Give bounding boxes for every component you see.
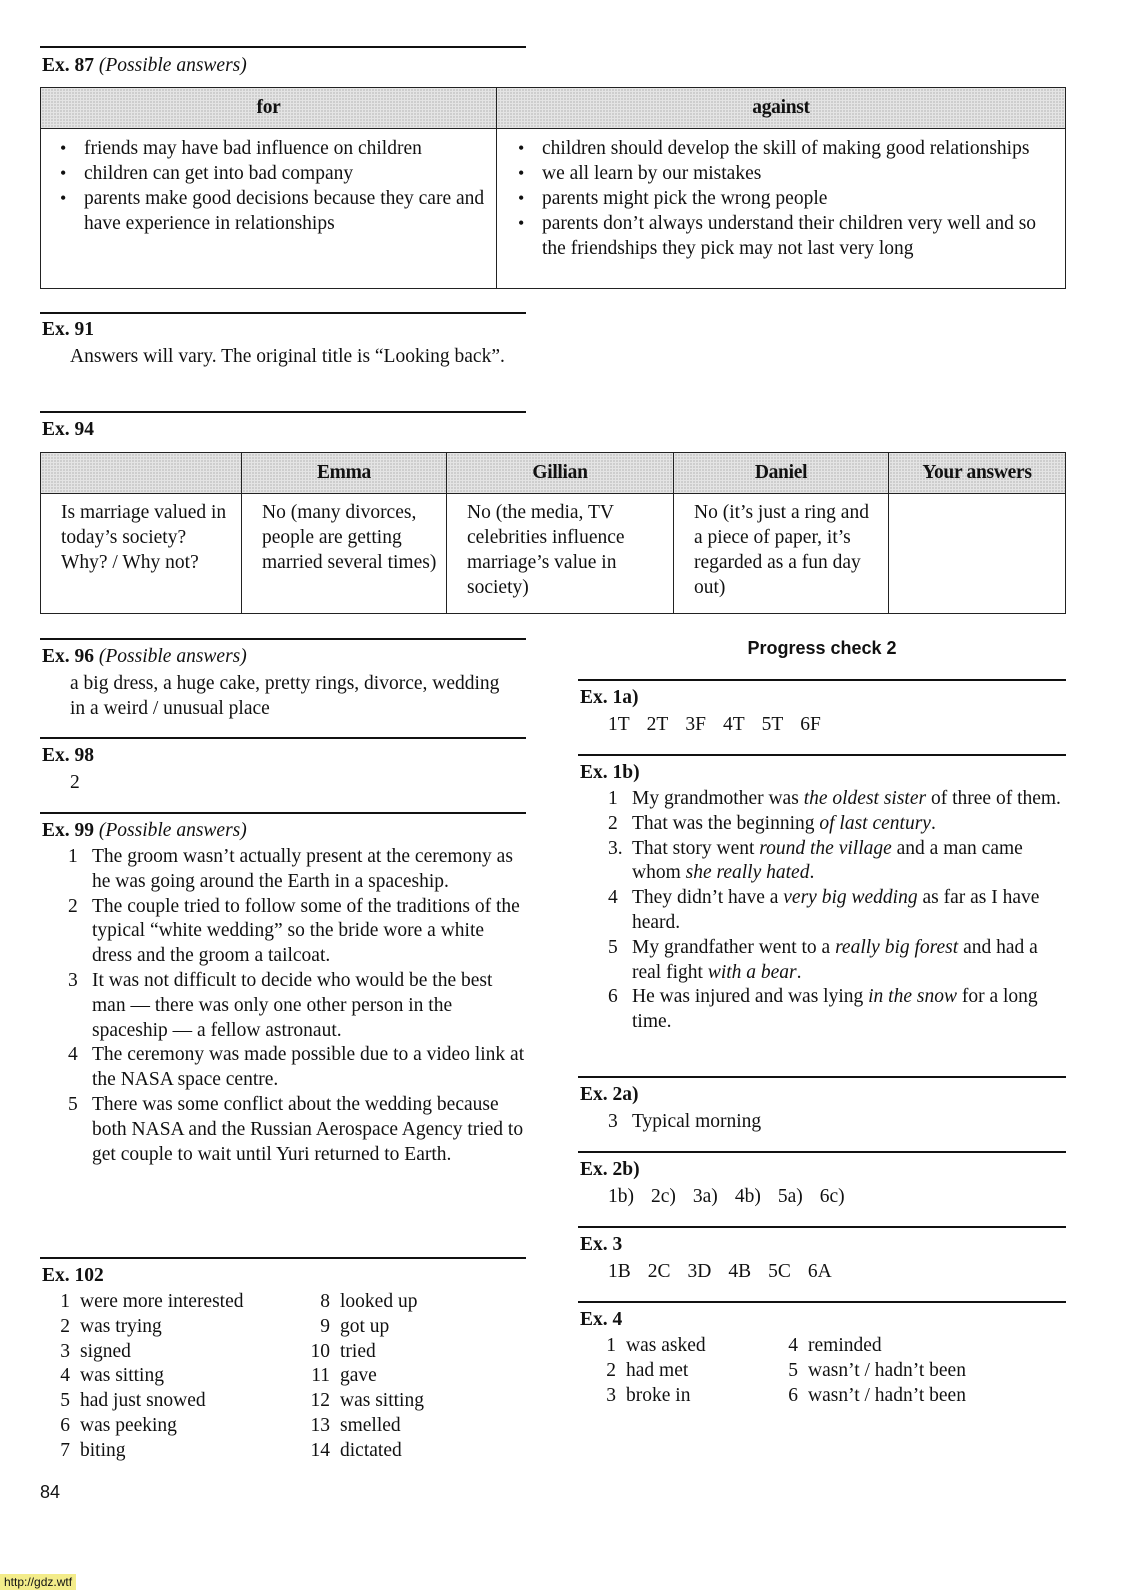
- list-item: 5 My grandfather went to a really big forest and had a real fight with a bear.: [608, 936, 1038, 983]
- ex94-heading: Ex. 94: [42, 419, 95, 440]
- section-divider: [40, 46, 526, 48]
- column-header-blank: [41, 453, 242, 494]
- gillian-cell: No (the media, TV celebrities influence marriage’s value in society): [447, 494, 674, 614]
- answer-token: 6F: [800, 714, 821, 735]
- section-divider: [40, 812, 526, 814]
- answer-token: 5a): [777, 1186, 803, 1207]
- ex3-answers: [608, 1259, 849, 1284]
- ex98-heading: Ex. 98: [42, 745, 95, 766]
- answer-token: 1T: [608, 714, 630, 735]
- exercise-label: Ex. 87: [42, 55, 95, 76]
- answer-token: 4B: [728, 1261, 752, 1282]
- ex102-heading: Ex. 102: [42, 1265, 104, 1286]
- ex1a-heading: Ex. 1a): [580, 687, 639, 708]
- answer-token: 2C: [647, 1261, 671, 1282]
- list-item: 2 had met: [606, 1359, 689, 1381]
- list-item: 12 was sitting: [310, 1390, 424, 1412]
- list-item: 1 was asked: [606, 1335, 706, 1356]
- list-item: 6 He was injured and was lying in the snow for a long time.: [608, 986, 1038, 1033]
- page-number: 84: [40, 1482, 61, 1502]
- list-item: 8 looked up: [320, 1291, 418, 1312]
- ex99-answer-list: [68, 845, 526, 1167]
- column-header-emma: Emma: [242, 453, 447, 494]
- exercise-note: (Possible answers): [98, 55, 247, 76]
- ex1b-answer-list: [608, 787, 1070, 1035]
- list-item: 5 had just snowed: [60, 1390, 206, 1412]
- list-item: 6 was peeking: [60, 1414, 177, 1436]
- exercise-note: (Possible answers): [98, 820, 247, 841]
- list-item: 1 were more interested: [60, 1291, 244, 1312]
- answer-token: 3a): [692, 1186, 718, 1207]
- section-divider: [40, 1257, 526, 1259]
- answer-token: 5C: [768, 1261, 791, 1282]
- ex99-heading: [42, 819, 247, 843]
- answer-token: 3F: [685, 714, 706, 735]
- list-item: 5 There was some conflict about the wedding because both NASA and the Russian Aerospace Agency tried to get couple to wait until Yuri returned to Earth.: [68, 1093, 524, 1165]
- ex2b-heading: Ex. 2b): [580, 1159, 640, 1180]
- section-divider: [578, 1151, 1066, 1153]
- list-item: • friends may have bad influence on children: [60, 136, 495, 161]
- list-item: 13 smelled: [310, 1414, 401, 1436]
- section-divider: [578, 1226, 1066, 1228]
- section-divider: [40, 638, 526, 640]
- list-item: 2 The couple tried to follow some of the traditions of the typical “white wedding” so the bride wore a white dress and the groom a tailcoat.: [68, 895, 520, 967]
- list-item: 4 reminded: [788, 1335, 882, 1356]
- list-item: 14 dictated: [310, 1439, 402, 1461]
- list-item: 4 They didn’t have a very big wedding as far as I have heard.: [608, 887, 1040, 933]
- column-header-gillian: Gillian: [447, 453, 674, 494]
- section-divider: [40, 411, 526, 413]
- progress-check-title: Progress check 2: [747, 638, 897, 658]
- list-item: 3. That story went round the village and a man came whom she really hated.: [608, 837, 1023, 884]
- watermark-link[interactable]: http://gdz.wtf: [0, 1574, 76, 1590]
- list-item: 3 broke in: [606, 1384, 691, 1406]
- list-item: 6 wasn’t / hadn’t been: [788, 1384, 966, 1406]
- list-item: • children should develop the skill of making good relationships: [518, 136, 1064, 161]
- ex94-table: [40, 452, 1066, 614]
- exercise-label: Ex. 96: [42, 646, 95, 667]
- list-item: • parents might pick the wrong people: [518, 186, 1064, 211]
- list-item: 10 tried: [310, 1340, 376, 1362]
- section-divider: [578, 679, 1066, 681]
- ex2a-answer: 3 Typical morning: [608, 1111, 762, 1132]
- list-item: 9 got up: [320, 1315, 390, 1337]
- your-answers-cell: [889, 494, 1066, 614]
- list-item: • we all learn by our mistakes: [518, 161, 1064, 186]
- list-item: 7 biting: [60, 1439, 126, 1461]
- list-item: 4 The ceremony was made possible due to a video link at the NASA space centre.: [68, 1044, 525, 1091]
- ex96-answer: a big dress, a huge cake, pretty rings, divorce, wedding in a weird / unusual place: [70, 673, 500, 719]
- list-item: • children can get into bad company: [60, 161, 495, 186]
- list-item: 4 was sitting: [60, 1365, 164, 1387]
- exercise-label: Ex. 99: [42, 820, 95, 841]
- ex1b-heading: Ex. 1b): [580, 762, 640, 783]
- list-item: 3 It was not difficult to decide who would be the best man — there was only one other person in the spaceship — a fellow astronaut.: [68, 969, 493, 1041]
- daniel-cell: No (it’s just a ring and a piece of paper, it’s regarded as a fun day out): [674, 494, 889, 614]
- ex91-answer: Answers will vary. The original title is “Looking back”.: [70, 346, 505, 367]
- section-divider: [40, 737, 526, 739]
- list-item: 11 gave: [311, 1365, 377, 1387]
- ex3-heading: Ex. 3: [580, 1234, 623, 1255]
- list-item: 5 wasn’t / hadn’t been: [788, 1359, 966, 1381]
- section-divider: [578, 1301, 1066, 1303]
- answer-token: 6c): [819, 1186, 845, 1207]
- for-cell: [41, 129, 497, 289]
- answer-token: 5T: [761, 714, 784, 735]
- list-item: • parents don’t always understand their children very well and so the friendships they pick may not last very long: [518, 211, 1064, 261]
- answer-token: 4b): [734, 1186, 761, 1207]
- ex4-heading: Ex. 4: [580, 1309, 623, 1330]
- answer-token: 3D: [687, 1261, 712, 1282]
- list-item: 2 was trying: [60, 1315, 162, 1337]
- list-item: 3 signed: [60, 1340, 131, 1362]
- column-header-for: for: [41, 88, 497, 129]
- section-divider: [578, 754, 1066, 756]
- ex91-heading: Ex. 91: [42, 319, 95, 340]
- emma-cell: No (many divorces, people are getting married several times): [242, 494, 447, 614]
- list-item: 1 My grandmother was the oldest sister of three of them.: [608, 788, 1061, 809]
- column-header-daniel: Daniel: [674, 453, 889, 494]
- answer-token: 4T: [722, 714, 745, 735]
- ex2b-answers: [608, 1184, 862, 1209]
- section-divider: [40, 312, 526, 314]
- ex98-answer: 2: [70, 772, 80, 793]
- ex2a-heading: Ex. 2a): [580, 1084, 639, 1105]
- list-item: 2 That was the beginning of last century.: [608, 812, 936, 834]
- list-item: • parents make good decisions because they care and have experience in relationships: [60, 186, 495, 236]
- ex1a-answers: [608, 712, 838, 737]
- section-divider: [578, 1076, 1066, 1078]
- answer-token: 2c): [651, 1186, 676, 1207]
- answer-token: 6A: [807, 1261, 832, 1282]
- ex87-heading: [42, 54, 247, 78]
- against-cell: [497, 129, 1066, 289]
- question-cell: Is marriage valued in today’s society? Why? / Why not?: [41, 494, 242, 614]
- answer-token: 1B: [608, 1261, 631, 1282]
- exercise-note: (Possible answers): [98, 646, 247, 667]
- ex87-table: [40, 87, 1066, 289]
- column-header-your-answers: Your answers: [889, 453, 1066, 494]
- ex4-answer-grid: [584, 1334, 1026, 1408]
- answer-token: 1b): [608, 1186, 634, 1207]
- ex96-heading: [42, 645, 247, 669]
- list-item: 1 The groom wasn’t actually present at the ceremony as he was going around the Earth in a spaceship.: [68, 846, 513, 892]
- ex102-answer-grid: [38, 1290, 498, 1464]
- answer-token: 2T: [646, 714, 669, 735]
- column-header-against: against: [497, 88, 1066, 129]
